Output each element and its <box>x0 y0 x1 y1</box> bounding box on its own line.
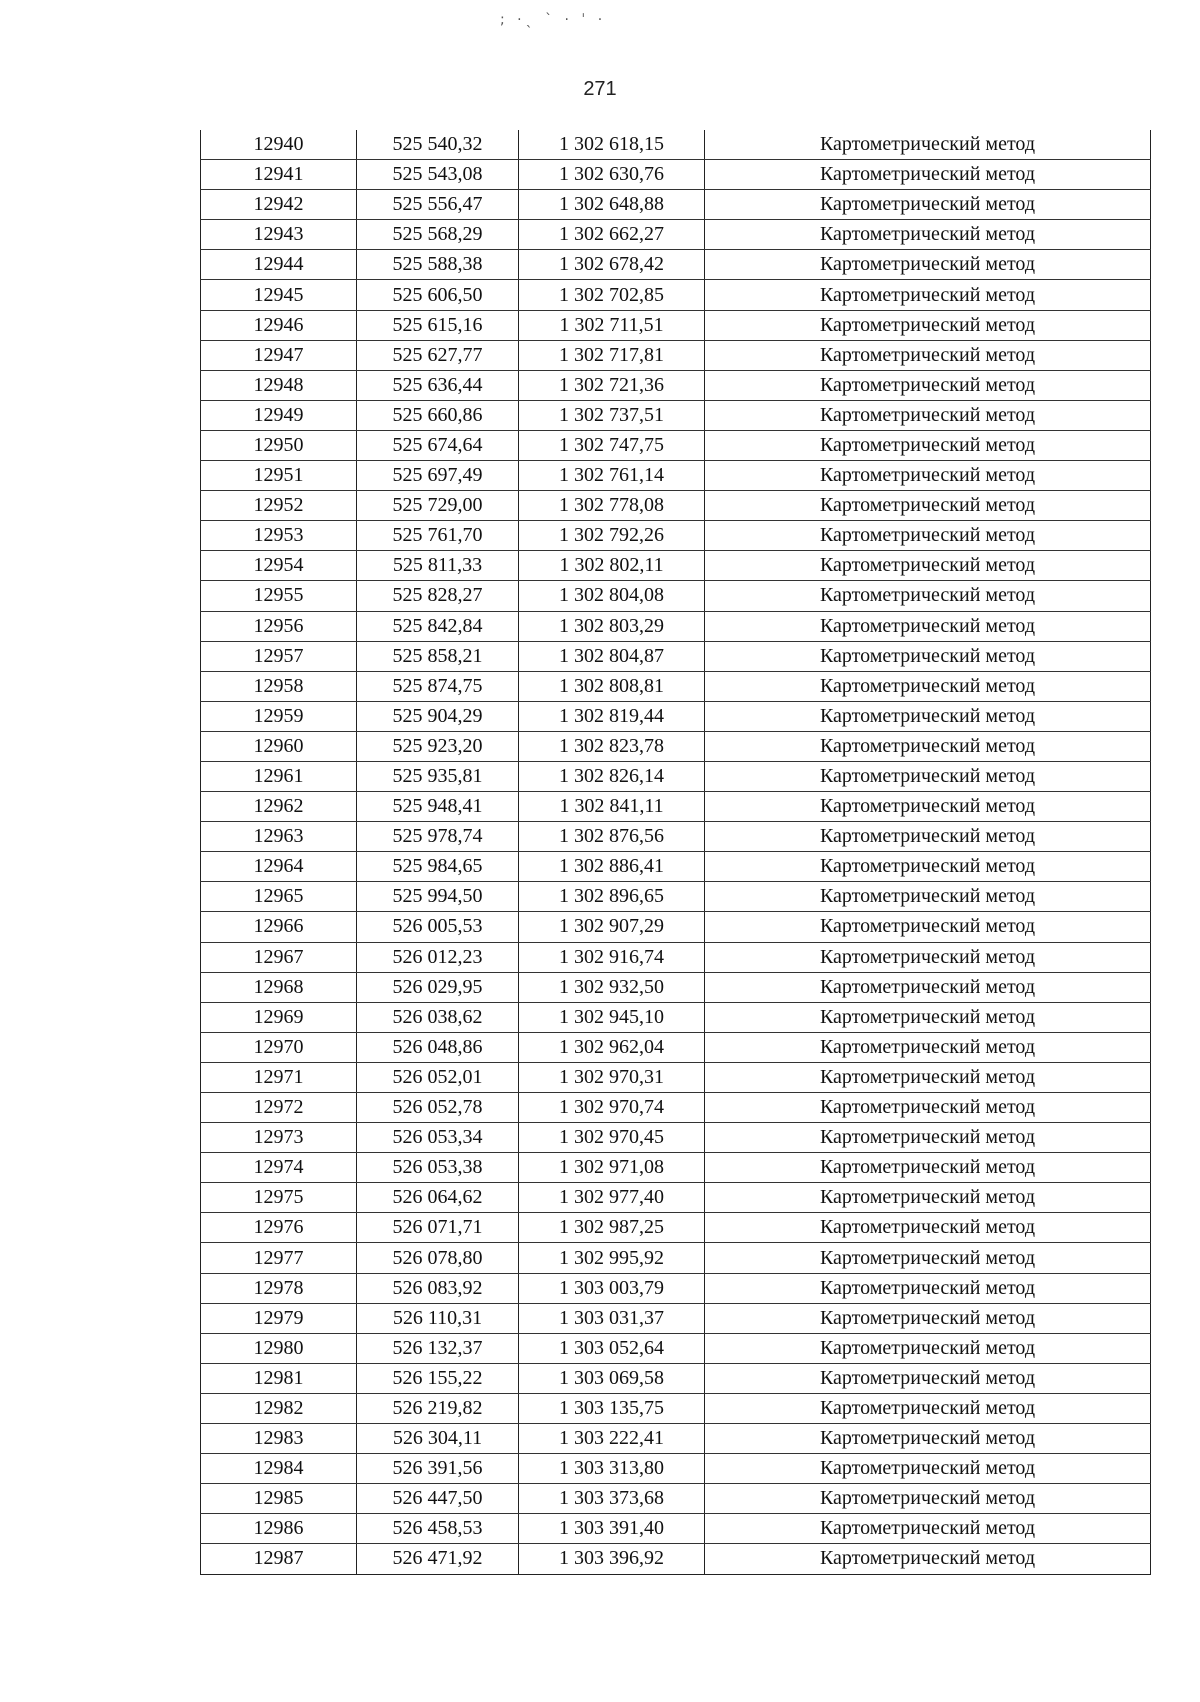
y-coordinate-cell: 1 303 003,79 <box>519 1273 705 1303</box>
y-coordinate-cell: 1 302 721,36 <box>519 370 705 400</box>
table-row <box>201 521 1151 551</box>
point-number-cell: 12945 <box>201 280 357 310</box>
y-coordinate-cell: 1 302 778,08 <box>519 491 705 521</box>
point-number-cell: 12982 <box>201 1393 357 1423</box>
y-coordinate-cell: 1 302 826,14 <box>519 761 705 791</box>
method-cell: Картометрический метод <box>705 1213 1151 1243</box>
y-coordinate-cell: 1 302 886,41 <box>519 852 705 882</box>
point-number-cell: 12966 <box>201 912 357 942</box>
point-number-cell: 12972 <box>201 1093 357 1123</box>
point-number-cell: 12962 <box>201 792 357 822</box>
x-coordinate-cell: 525 994,50 <box>357 882 519 912</box>
y-coordinate-cell: 1 302 970,45 <box>519 1123 705 1153</box>
method-cell: Картометрический метод <box>705 942 1151 972</box>
x-coordinate-cell: 525 543,08 <box>357 160 519 190</box>
point-number-cell: 12951 <box>201 461 357 491</box>
method-cell: Картометрический метод <box>705 1183 1151 1213</box>
x-coordinate-cell: 526 132,37 <box>357 1333 519 1363</box>
page-number: 271 <box>583 78 617 100</box>
table-row <box>201 130 1151 160</box>
method-cell: Картометрический метод <box>705 1062 1151 1092</box>
table-row <box>201 370 1151 400</box>
point-number-cell: 12970 <box>201 1032 357 1062</box>
scan-artifact-marks: ; ·ˎ ˋ · ˈ · <box>500 12 607 28</box>
point-number-cell: 12964 <box>201 852 357 882</box>
method-cell: Картометрический метод <box>705 1303 1151 1333</box>
method-cell: Картометрический метод <box>705 641 1151 671</box>
table-row <box>201 1093 1151 1123</box>
point-number-cell: 12958 <box>201 671 357 701</box>
y-coordinate-cell: 1 302 945,10 <box>519 1002 705 1032</box>
table-row <box>201 701 1151 731</box>
x-coordinate-cell: 525 874,75 <box>357 671 519 701</box>
method-cell: Картометрический метод <box>705 761 1151 791</box>
y-coordinate-cell: 1 302 907,29 <box>519 912 705 942</box>
point-number-cell: 12967 <box>201 942 357 972</box>
x-coordinate-cell: 526 155,22 <box>357 1363 519 1393</box>
table-row <box>201 1062 1151 1092</box>
table-row <box>201 671 1151 701</box>
method-cell: Картометрический метод <box>705 882 1151 912</box>
point-number-cell: 12960 <box>201 731 357 761</box>
table-row <box>201 761 1151 791</box>
method-cell: Картометрический метод <box>705 1032 1151 1062</box>
x-coordinate-cell: 526 391,56 <box>357 1454 519 1484</box>
y-coordinate-cell: 1 302 792,26 <box>519 521 705 551</box>
point-number-cell: 12974 <box>201 1153 357 1183</box>
method-cell: Картометрический метод <box>705 521 1151 551</box>
table-row <box>201 491 1151 521</box>
method-cell: Картометрический метод <box>705 1002 1151 1032</box>
x-coordinate-cell: 525 556,47 <box>357 190 519 220</box>
table-row <box>201 310 1151 340</box>
table-row <box>201 731 1151 761</box>
table-row <box>201 1123 1151 1153</box>
method-cell: Картометрический метод <box>705 160 1151 190</box>
x-coordinate-cell: 526 447,50 <box>357 1484 519 1514</box>
y-coordinate-cell: 1 303 373,68 <box>519 1484 705 1514</box>
x-coordinate-cell: 525 858,21 <box>357 641 519 671</box>
method-cell: Картометрический метод <box>705 701 1151 731</box>
point-number-cell: 12981 <box>201 1363 357 1393</box>
point-number-cell: 12987 <box>201 1544 357 1574</box>
method-cell: Картометрический метод <box>705 1273 1151 1303</box>
y-coordinate-cell: 1 303 052,64 <box>519 1333 705 1363</box>
x-coordinate-cell: 525 606,50 <box>357 280 519 310</box>
y-coordinate-cell: 1 302 808,81 <box>519 671 705 701</box>
point-number-cell: 12959 <box>201 701 357 731</box>
method-cell: Картометрический метод <box>705 461 1151 491</box>
x-coordinate-cell: 525 627,77 <box>357 340 519 370</box>
method-cell: Картометрический метод <box>705 912 1151 942</box>
method-cell: Картометрический метод <box>705 1514 1151 1544</box>
method-cell: Картометрический метод <box>705 1093 1151 1123</box>
y-coordinate-cell: 1 303 069,58 <box>519 1363 705 1393</box>
x-coordinate-cell: 526 219,82 <box>357 1393 519 1423</box>
y-coordinate-cell: 1 302 819,44 <box>519 701 705 731</box>
x-coordinate-cell: 525 828,27 <box>357 581 519 611</box>
x-coordinate-cell: 526 083,92 <box>357 1273 519 1303</box>
method-cell: Картометрический метод <box>705 1363 1151 1393</box>
table-row <box>201 1363 1151 1393</box>
y-coordinate-cell: 1 302 970,31 <box>519 1062 705 1092</box>
table-row <box>201 1213 1151 1243</box>
method-cell: Картометрический метод <box>705 1424 1151 1454</box>
point-number-cell: 12963 <box>201 822 357 852</box>
y-coordinate-cell: 1 302 678,42 <box>519 250 705 280</box>
point-number-cell: 12976 <box>201 1213 357 1243</box>
method-cell: Картометрический метод <box>705 430 1151 460</box>
table-row <box>201 792 1151 822</box>
point-number-cell: 12957 <box>201 641 357 671</box>
y-coordinate-cell: 1 303 031,37 <box>519 1303 705 1333</box>
y-coordinate-cell: 1 302 823,78 <box>519 731 705 761</box>
point-number-cell: 12979 <box>201 1303 357 1333</box>
x-coordinate-cell: 525 729,00 <box>357 491 519 521</box>
y-coordinate-cell: 1 302 916,74 <box>519 942 705 972</box>
point-number-cell: 12971 <box>201 1062 357 1092</box>
method-cell: Картометрический метод <box>705 220 1151 250</box>
coordinates-table <box>200 130 1151 1575</box>
table-row <box>201 400 1151 430</box>
point-number-cell: 12956 <box>201 611 357 641</box>
table-row <box>201 942 1151 972</box>
x-coordinate-cell: 526 110,31 <box>357 1303 519 1333</box>
point-number-cell: 12940 <box>201 130 357 160</box>
method-cell: Картометрический метод <box>705 972 1151 1002</box>
point-number-cell: 12946 <box>201 310 357 340</box>
table-row <box>201 581 1151 611</box>
method-cell: Картометрический метод <box>705 1333 1151 1363</box>
x-coordinate-cell: 526 048,86 <box>357 1032 519 1062</box>
y-coordinate-cell: 1 302 804,87 <box>519 641 705 671</box>
point-number-cell: 12977 <box>201 1243 357 1273</box>
table-row <box>201 822 1151 852</box>
x-coordinate-cell: 525 697,49 <box>357 461 519 491</box>
method-cell: Картометрический метод <box>705 491 1151 521</box>
method-cell: Картометрический метод <box>705 1153 1151 1183</box>
y-coordinate-cell: 1 302 662,27 <box>519 220 705 250</box>
point-number-cell: 12944 <box>201 250 357 280</box>
x-coordinate-cell: 525 842,84 <box>357 611 519 641</box>
y-coordinate-cell: 1 302 970,74 <box>519 1093 705 1123</box>
y-coordinate-cell: 1 302 987,25 <box>519 1213 705 1243</box>
method-cell: Картометрический метод <box>705 130 1151 160</box>
table-row <box>201 1393 1151 1423</box>
method-cell: Картометрический метод <box>705 731 1151 761</box>
y-coordinate-cell: 1 302 841,11 <box>519 792 705 822</box>
x-coordinate-cell: 525 978,74 <box>357 822 519 852</box>
y-coordinate-cell: 1 302 802,11 <box>519 551 705 581</box>
x-coordinate-cell: 526 038,62 <box>357 1002 519 1032</box>
point-number-cell: 12983 <box>201 1424 357 1454</box>
x-coordinate-cell: 525 904,29 <box>357 701 519 731</box>
y-coordinate-cell: 1 302 737,51 <box>519 400 705 430</box>
table-row <box>201 1544 1151 1574</box>
method-cell: Картометрический метод <box>705 1123 1151 1153</box>
point-number-cell: 12968 <box>201 972 357 1002</box>
point-number-cell: 12952 <box>201 491 357 521</box>
x-coordinate-cell: 526 471,92 <box>357 1544 519 1574</box>
point-number-cell: 12975 <box>201 1183 357 1213</box>
table-row <box>201 641 1151 671</box>
x-coordinate-cell: 526 053,38 <box>357 1153 519 1183</box>
table-row <box>201 1454 1151 1484</box>
method-cell: Картометрический метод <box>705 250 1151 280</box>
method-cell: Картометрический метод <box>705 190 1151 220</box>
point-number-cell: 12973 <box>201 1123 357 1153</box>
y-coordinate-cell: 1 302 618,15 <box>519 130 705 160</box>
y-coordinate-cell: 1 302 932,50 <box>519 972 705 1002</box>
x-coordinate-cell: 526 053,34 <box>357 1123 519 1153</box>
x-coordinate-cell: 526 052,78 <box>357 1093 519 1123</box>
y-coordinate-cell: 1 302 977,40 <box>519 1183 705 1213</box>
x-coordinate-cell: 525 811,33 <box>357 551 519 581</box>
method-cell: Картометрический метод <box>705 551 1151 581</box>
method-cell: Картометрический метод <box>705 1393 1151 1423</box>
y-coordinate-cell: 1 303 396,92 <box>519 1544 705 1574</box>
y-coordinate-cell: 1 302 803,29 <box>519 611 705 641</box>
y-coordinate-cell: 1 302 804,08 <box>519 581 705 611</box>
x-coordinate-cell: 525 540,32 <box>357 130 519 160</box>
point-number-cell: 12949 <box>201 400 357 430</box>
table-row <box>201 250 1151 280</box>
y-coordinate-cell: 1 302 648,88 <box>519 190 705 220</box>
table-row <box>201 220 1151 250</box>
table-row <box>201 1514 1151 1544</box>
x-coordinate-cell: 526 078,80 <box>357 1243 519 1273</box>
y-coordinate-cell: 1 303 391,40 <box>519 1514 705 1544</box>
y-coordinate-cell: 1 302 962,04 <box>519 1032 705 1062</box>
table-row <box>201 1484 1151 1514</box>
x-coordinate-cell: 525 568,29 <box>357 220 519 250</box>
table-row <box>201 912 1151 942</box>
method-cell: Картометрический метод <box>705 340 1151 370</box>
point-number-cell: 12980 <box>201 1333 357 1363</box>
y-coordinate-cell: 1 303 313,80 <box>519 1454 705 1484</box>
method-cell: Картометрический метод <box>705 370 1151 400</box>
point-number-cell: 12985 <box>201 1484 357 1514</box>
y-coordinate-cell: 1 302 630,76 <box>519 160 705 190</box>
table-row <box>201 1424 1151 1454</box>
x-coordinate-cell: 526 052,01 <box>357 1062 519 1092</box>
y-coordinate-cell: 1 303 222,41 <box>519 1424 705 1454</box>
point-number-cell: 12978 <box>201 1273 357 1303</box>
table-row <box>201 611 1151 641</box>
table-row <box>201 280 1151 310</box>
method-cell: Картометрический метод <box>705 852 1151 882</box>
table-row <box>201 1273 1151 1303</box>
y-coordinate-cell: 1 302 711,51 <box>519 310 705 340</box>
y-coordinate-cell: 1 302 896,65 <box>519 882 705 912</box>
x-coordinate-cell: 525 615,16 <box>357 310 519 340</box>
method-cell: Картометрический метод <box>705 792 1151 822</box>
table-row <box>201 882 1151 912</box>
point-number-cell: 12969 <box>201 1002 357 1032</box>
table-row <box>201 1303 1151 1333</box>
x-coordinate-cell: 526 064,62 <box>357 1183 519 1213</box>
y-coordinate-cell: 1 302 702,85 <box>519 280 705 310</box>
point-number-cell: 12950 <box>201 430 357 460</box>
method-cell: Картометрический метод <box>705 400 1151 430</box>
method-cell: Картометрический метод <box>705 611 1151 641</box>
method-cell: Картометрический метод <box>705 581 1151 611</box>
y-coordinate-cell: 1 302 971,08 <box>519 1153 705 1183</box>
x-coordinate-cell: 525 588,38 <box>357 250 519 280</box>
x-coordinate-cell: 526 012,23 <box>357 942 519 972</box>
y-coordinate-cell: 1 302 995,92 <box>519 1243 705 1273</box>
point-number-cell: 12947 <box>201 340 357 370</box>
y-coordinate-cell: 1 302 747,75 <box>519 430 705 460</box>
method-cell: Картометрический метод <box>705 1544 1151 1574</box>
point-number-cell: 12965 <box>201 882 357 912</box>
x-coordinate-cell: 525 761,70 <box>357 521 519 551</box>
point-number-cell: 12954 <box>201 551 357 581</box>
point-number-cell: 12984 <box>201 1454 357 1484</box>
x-coordinate-cell: 525 660,86 <box>357 400 519 430</box>
method-cell: Картометрический метод <box>705 280 1151 310</box>
method-cell: Картометрический метод <box>705 1243 1151 1273</box>
point-number-cell: 12943 <box>201 220 357 250</box>
point-number-cell: 12986 <box>201 1514 357 1544</box>
y-coordinate-cell: 1 302 717,81 <box>519 340 705 370</box>
table-row <box>201 1002 1151 1032</box>
table-row <box>201 1153 1151 1183</box>
table-row <box>201 340 1151 370</box>
table-row <box>201 160 1151 190</box>
y-coordinate-cell: 1 302 761,14 <box>519 461 705 491</box>
x-coordinate-cell: 526 005,53 <box>357 912 519 942</box>
y-coordinate-cell: 1 303 135,75 <box>519 1393 705 1423</box>
table-row <box>201 1183 1151 1213</box>
method-cell: Картометрический метод <box>705 1454 1151 1484</box>
x-coordinate-cell: 525 674,64 <box>357 430 519 460</box>
coordinates-table-body <box>201 130 1151 1574</box>
x-coordinate-cell: 525 935,81 <box>357 761 519 791</box>
x-coordinate-cell: 525 984,65 <box>357 852 519 882</box>
x-coordinate-cell: 526 458,53 <box>357 1514 519 1544</box>
point-number-cell: 12953 <box>201 521 357 551</box>
table-row <box>201 461 1151 491</box>
method-cell: Картометрический метод <box>705 822 1151 852</box>
method-cell: Картометрический метод <box>705 310 1151 340</box>
table-row <box>201 551 1151 581</box>
x-coordinate-cell: 526 029,95 <box>357 972 519 1002</box>
table-row <box>201 430 1151 460</box>
table-row <box>201 1032 1151 1062</box>
y-coordinate-cell: 1 302 876,56 <box>519 822 705 852</box>
x-coordinate-cell: 526 304,11 <box>357 1424 519 1454</box>
x-coordinate-cell: 525 948,41 <box>357 792 519 822</box>
table-row <box>201 190 1151 220</box>
method-cell: Картометрический метод <box>705 671 1151 701</box>
x-coordinate-cell: 526 071,71 <box>357 1213 519 1243</box>
point-number-cell: 12961 <box>201 761 357 791</box>
table-row <box>201 852 1151 882</box>
method-cell: Картометрический метод <box>705 1484 1151 1514</box>
point-number-cell: 12948 <box>201 370 357 400</box>
table-row <box>201 1243 1151 1273</box>
x-coordinate-cell: 525 923,20 <box>357 731 519 761</box>
table-row <box>201 1333 1151 1363</box>
point-number-cell: 12942 <box>201 190 357 220</box>
point-number-cell: 12941 <box>201 160 357 190</box>
point-number-cell: 12955 <box>201 581 357 611</box>
table-row <box>201 972 1151 1002</box>
x-coordinate-cell: 525 636,44 <box>357 370 519 400</box>
